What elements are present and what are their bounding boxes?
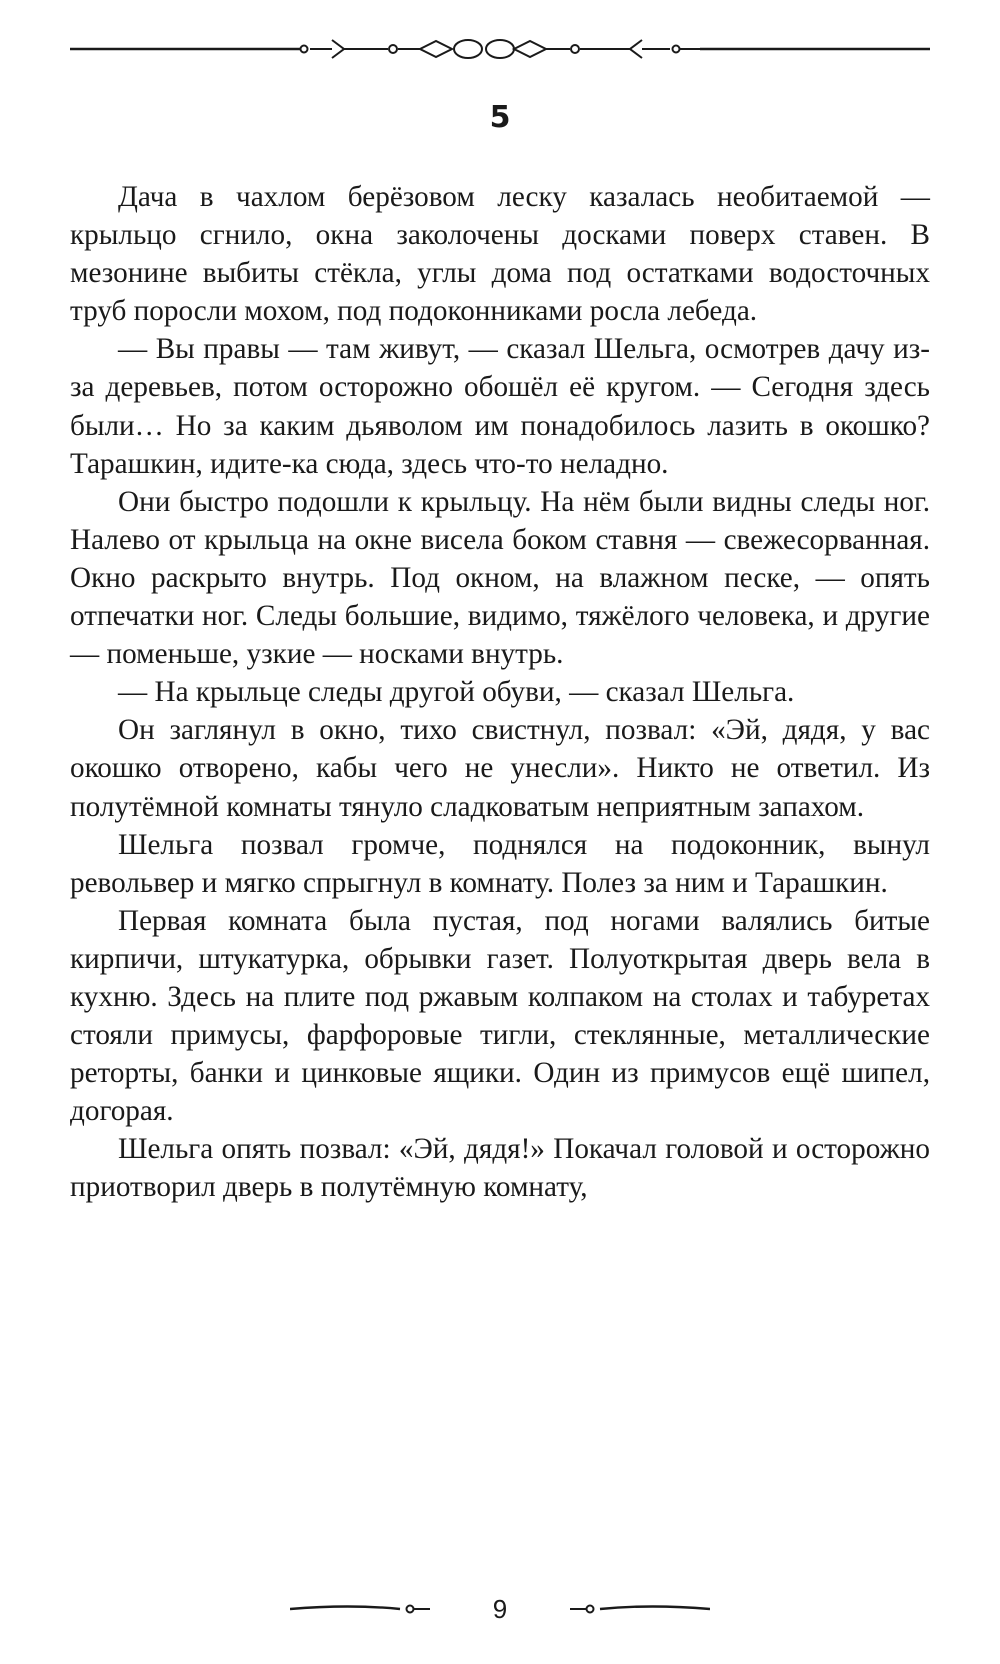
paragraph: Шельга позвал громче, поднялся на подоконник, вынул револьвер и мягко спрыгнул в комнату. Полез за ним и Тарашкин. bbox=[70, 828, 930, 899]
paragraph: Шельга опять позвал: «Эй, дядя!» Покачал головой и осторожно приотворил дверь в полутёмную комнату, bbox=[70, 1133, 930, 1204]
chapter-number: 5 bbox=[489, 100, 511, 135]
page-number: 9 bbox=[492, 1594, 508, 1624]
paragraph: Дача в чахлом берёзовом леску казалась необитаемой — крыльцо сгнило, окна заколочены досками поверх ставен. В мезонине выбиты стёкла, углы дома под остатками водосточных труб поросли мохом, под подоконниками росла лебеда. bbox=[70, 181, 930, 328]
chapter-text bbox=[70, 178, 930, 1207]
paragraph: Они быстро подошли к крыльцу. На нём были видны следы ног. Налево от крыльца на окне висела боком ставня — свежесорванная. Окно раскрыто внутрь. Под окном, на влажном песке, — опять отпечатки ног. Следы большие, видимо, тяжёлого человека, и другие — поменьше, узкие — носками внутрь. bbox=[70, 485, 930, 671]
paragraph: Первая комната была пустая, под ногами валялись битые кирпичи, штукатурка, обрывки газет. Полуоткрытая дверь вела в кухню. Здесь на плите под ржавым колпаком на столах и табуретах стояли примусы, фарфоровые тигли, стеклянные, металлические реторты, банки и цинковые ящики. Один из примусов ещё шипел, догорая. bbox=[70, 904, 930, 1128]
paragraph: — На крыльце следы другой обуви, — сказал Шельга. bbox=[118, 676, 795, 709]
paragraph: Он заглянул в окно, тихо свистнул, позвал: «Эй, дядя, у вас окошко отворено, кабы чего не унесли». Никто не ответил. Из полутёмной комнаты тянуло сладковатым неприятным запахом. bbox=[70, 714, 930, 823]
top-ornament-divider bbox=[70, 30, 930, 70]
paragraph: — Вы правы — там живут, — сказал Шельга, осмотрев дачу из-за деревьев, потом осторожно обошёл её кругом. — Сегодня здесь были… Но за каким дьяволом им понадобилось лазить в окошко? Тарашкин, идите-ка сюда, здесь что-то неладно. bbox=[70, 333, 930, 480]
